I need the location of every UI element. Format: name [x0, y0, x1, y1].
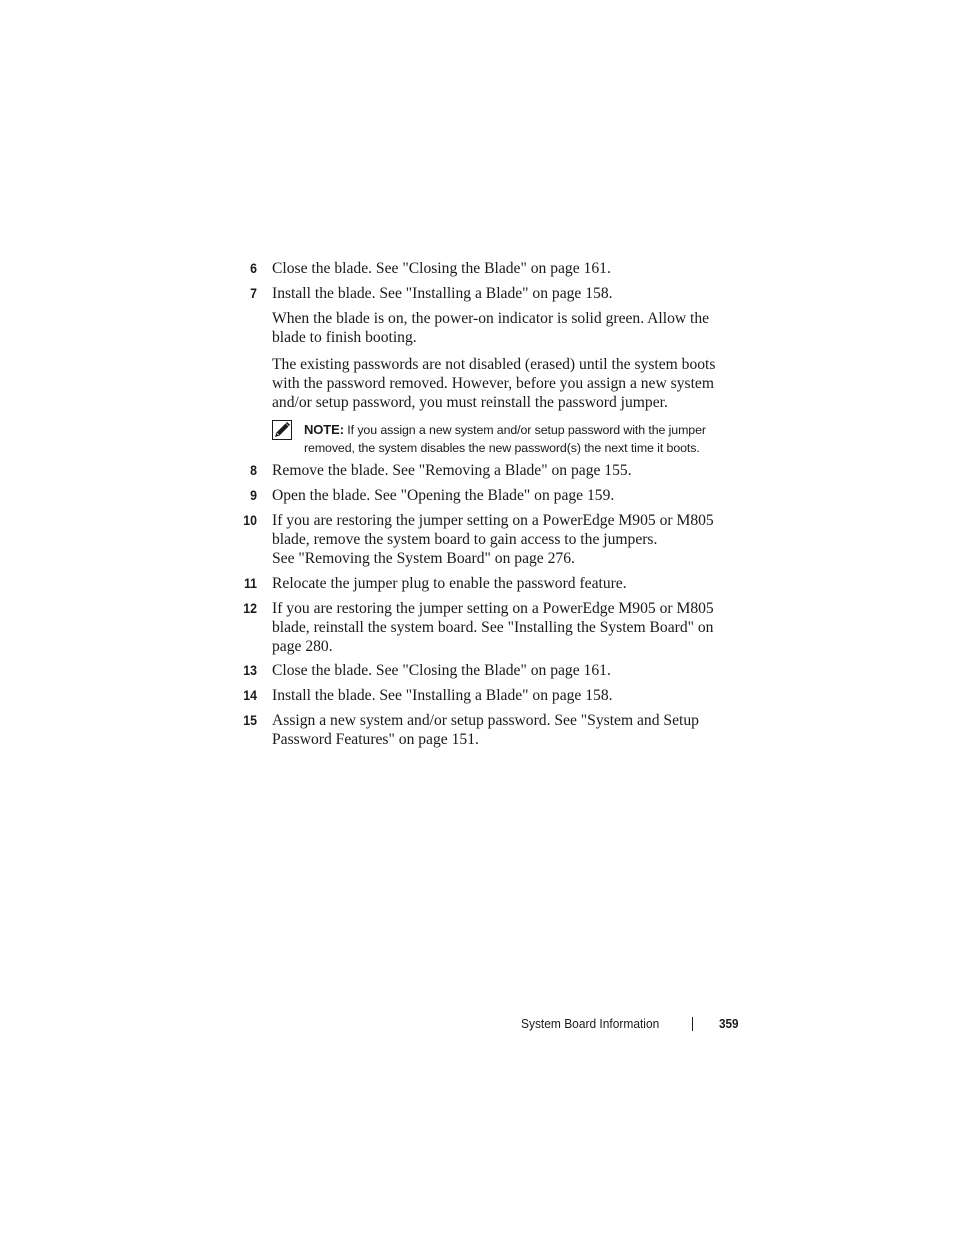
step-number: 9: [250, 487, 257, 503]
step-text: Relocate the jumper plug to enable the password feature.: [272, 575, 627, 592]
note-text: [304, 421, 734, 457]
step-number: 15: [243, 712, 257, 728]
note-body: If you assign a new system and/or setup password with the jumper removed, the system disables the new password(s) the next time it boots.: [304, 423, 706, 455]
step-number: 12: [243, 600, 257, 616]
page-footer: [500, 1014, 750, 1036]
footer-chapter-title: System Board Information: [521, 1016, 660, 1031]
step-number: 10: [243, 512, 257, 528]
step-number: 8: [250, 462, 257, 478]
footer-divider: [692, 1017, 693, 1031]
paragraph-passwords: The existing passwords are not disabled (erased) until the system boots with the password removed. However, before you assign a new system and/or setup password, you must reinstall the password jumper.: [272, 356, 716, 411]
step-text: If you are restoring the jumper setting on a PowerEdge M905 or M805 blade, reinstall the system board. See "Installing the System Board" on page 280.: [272, 600, 714, 655]
step-text: Install the blade. See "Installing a Blade" on page 158.: [272, 687, 613, 704]
step-text: Close the blade. See "Closing the Blade" on page 161.: [272, 662, 611, 679]
step-number: 6: [250, 260, 257, 276]
footer-page-number: 359: [719, 1016, 739, 1031]
step-text: Remove the blade. See "Removing a Blade" on page 155.: [272, 462, 632, 479]
note-box: [272, 420, 732, 460]
step-number: 7: [250, 285, 257, 301]
step-10-reference: See "Removing the System Board" on page 276.: [272, 550, 575, 567]
step-text: [272, 511, 717, 568]
step-text: Assign a new system and/or setup password. See "System and Setup Password Features" on page 151.: [272, 712, 699, 748]
step-number: 14: [243, 687, 257, 703]
paragraph-power-on: When the blade is on, the power-on indicator is solid green. Allow the blade to finish booting.: [272, 310, 710, 346]
note-pencil-icon: [272, 420, 292, 440]
step-number: 11: [243, 575, 257, 591]
step-text: Close the blade. See "Closing the Blade" on page 161.: [272, 260, 611, 277]
note-label: NOTE:: [304, 422, 344, 437]
step-number: 13: [243, 662, 257, 678]
step-10-text: If you are restoring the jumper setting on a PowerEdge M905 or M805 blade, remove the system board to gain access to the jumpers.: [272, 512, 714, 548]
step-text: Open the blade. See "Opening the Blade" on page 159.: [272, 487, 615, 504]
step-text: Install the blade. See "Installing a Blade" on page 158.: [272, 285, 613, 302]
